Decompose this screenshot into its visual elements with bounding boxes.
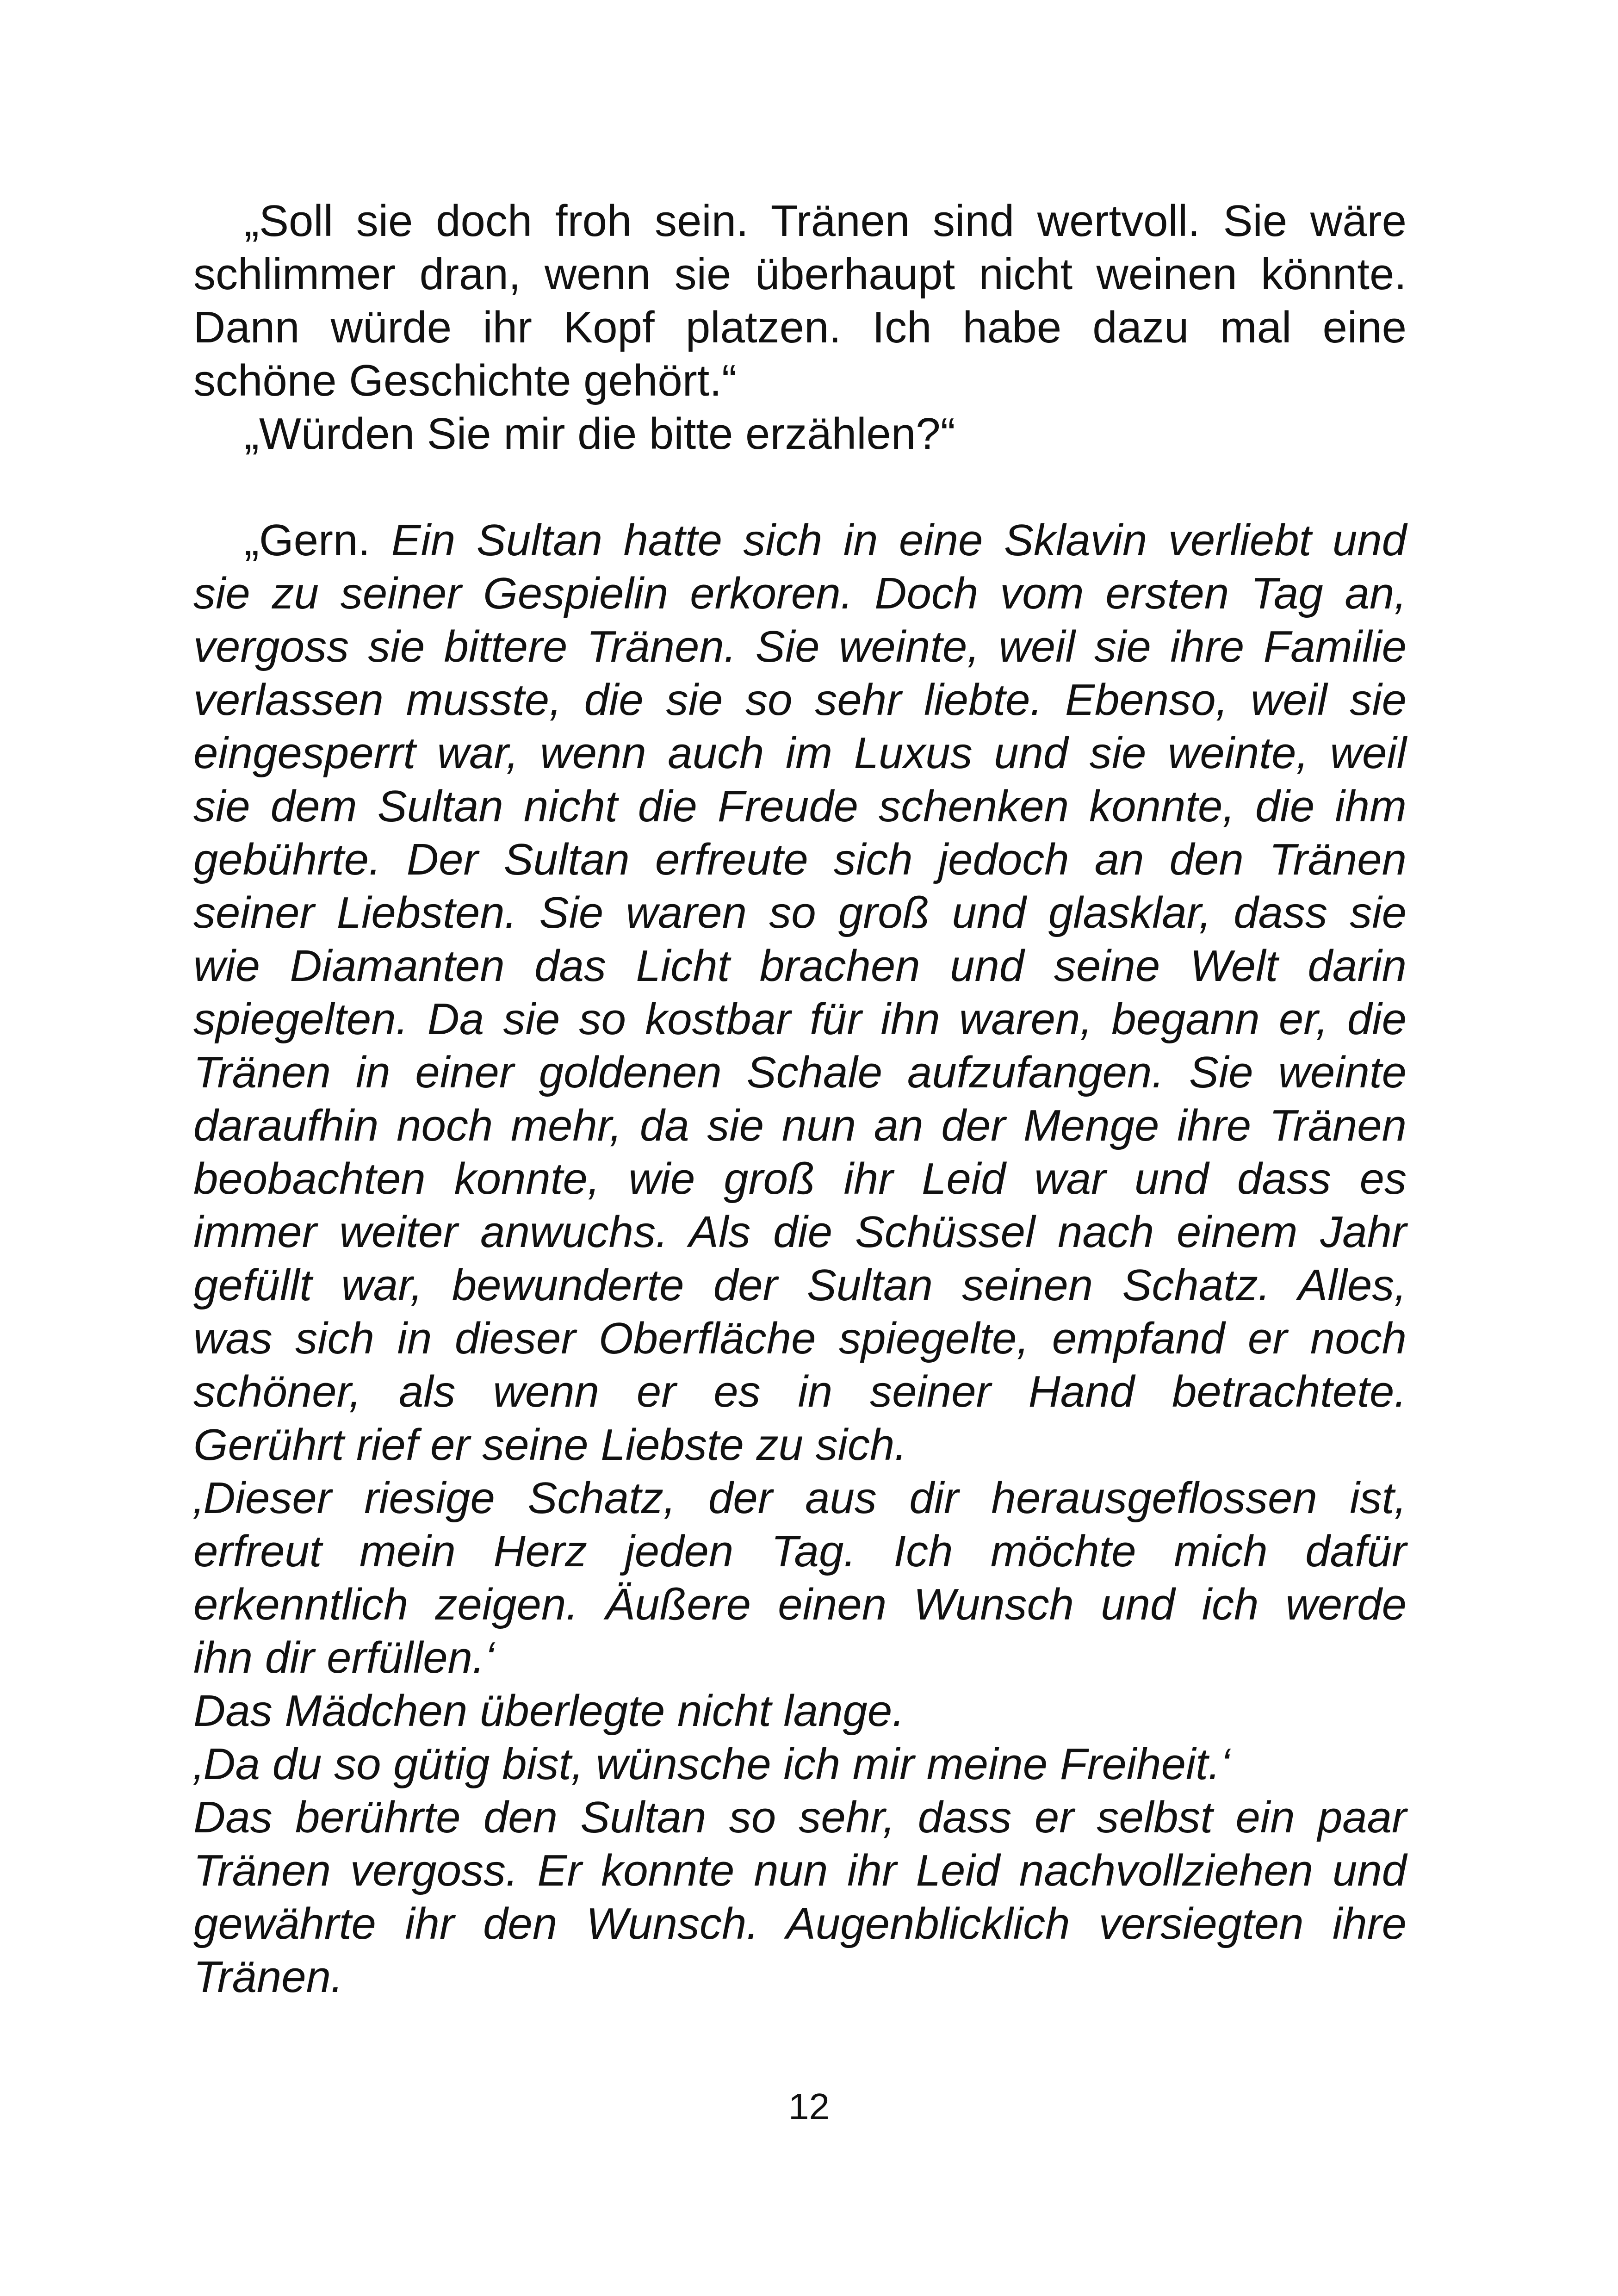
paragraph-5 — [193, 1684, 1407, 1738]
story-line: was sich in dieser Oberfläche spiegelte, empfand er noch — [193, 1314, 1407, 1363]
story-line: daraufhin noch mehr, da sie nun an der Menge ihre Tränen — [193, 1101, 1407, 1150]
story-line: Tränen vergoss. Er konnte nun ihr Leid nachvollziehen und — [193, 1846, 1407, 1895]
story-line: Tränen in einer goldenen Schale aufzufangen. Sie weinte — [193, 1048, 1407, 1097]
story-line: ihn dir erfüllen.‘ — [193, 1633, 495, 1682]
story-line: erkenntlich zeigen. Äußere einen Wunsch und ich werde — [193, 1580, 1407, 1629]
story-lead: „Gern. — [244, 515, 391, 565]
story-line: eingesperrt war, wenn auch im Luxus und sie weinte, weil — [193, 728, 1407, 778]
story-line: beobachten konnte, wie groß ihr Leid war und dass es — [193, 1154, 1407, 1204]
paragraph-1 — [193, 194, 1407, 407]
story-line: Ein Sultan hatte sich in eine Sklavin verliebt und — [391, 515, 1407, 565]
text-line: schöne Geschichte gehört.“ — [193, 356, 737, 405]
text-line: „Würden Sie mir die bitte erzählen?“ — [244, 409, 955, 459]
page-number: 12 — [788, 2086, 830, 2127]
story-line: schöner, als wenn er es in seiner Hand betrachtete. — [193, 1367, 1407, 1416]
story-line: immer weiter anwuchs. Als die Schüssel nach einem Jahr — [193, 1207, 1407, 1257]
text-line: schlimmer dran, wenn sie überhaupt nicht weinen könnte. — [193, 249, 1407, 299]
story-line: Das berührte den Sultan so sehr, dass er selbst ein paar — [193, 1793, 1407, 1842]
story-line: Gerührt rief er seine Liebste zu sich. — [193, 1420, 907, 1470]
story-line: vergoss sie bittere Tränen. Sie weinte, weil sie ihre Familie — [193, 622, 1407, 671]
story-line: gefüllt war, bewunderte der Sultan seinen Schatz. Alles, — [193, 1260, 1407, 1310]
story-line: ‚Dieser riesige Schatz, der aus dir herausgeflossen ist, — [193, 1473, 1407, 1523]
story-line: sie zu seiner Gespielin erkoren. Doch vom ersten Tag an, — [193, 569, 1407, 618]
story-line: erfreut mein Herz jeden Tag. Ich möchte mich dafür — [193, 1527, 1407, 1576]
paragraph-7 — [193, 1791, 1407, 2004]
story-line: gebührte. Der Sultan erfreute sich jedoch an den Tränen — [193, 835, 1407, 884]
story-line: ‚Da du so gütig bist, wünsche ich mir meine Freiheit.‘ — [193, 1739, 1230, 1789]
story-line: gewährte ihr den Wunsch. Augenblicklich versiegten ihre — [193, 1899, 1407, 1948]
story-line: wie Diamanten das Licht brachen und seine Welt darin — [193, 941, 1407, 991]
story-line: seiner Liebsten. Sie waren so groß und glasklar, dass sie — [193, 888, 1407, 937]
text-line: „Soll sie doch froh sein. Tränen sind wertvoll. Sie wäre — [244, 196, 1407, 246]
story-line: Das Mädchen überlegte nicht lange. — [193, 1686, 905, 1736]
story-line: sie dem Sultan nicht die Freude schenken konnte, die ihm — [193, 782, 1407, 831]
text-line — [193, 514, 1407, 567]
story-line: Tränen. — [193, 1952, 343, 2002]
paragraph-2 — [193, 407, 1407, 460]
text-line: Dann würde ihr Kopf platzen. Ich habe dazu mal eine — [193, 303, 1407, 352]
paragraph-6 — [193, 1738, 1407, 1791]
paragraph-4 — [193, 1471, 1407, 1684]
story-line: spiegelten. Da sie so kostbar für ihn waren, begann er, die — [193, 994, 1407, 1044]
paragraph-3 — [193, 514, 1407, 1471]
story-line: verlassen musste, die sie so sehr liebte. Ebenso, weil sie — [193, 675, 1407, 725]
